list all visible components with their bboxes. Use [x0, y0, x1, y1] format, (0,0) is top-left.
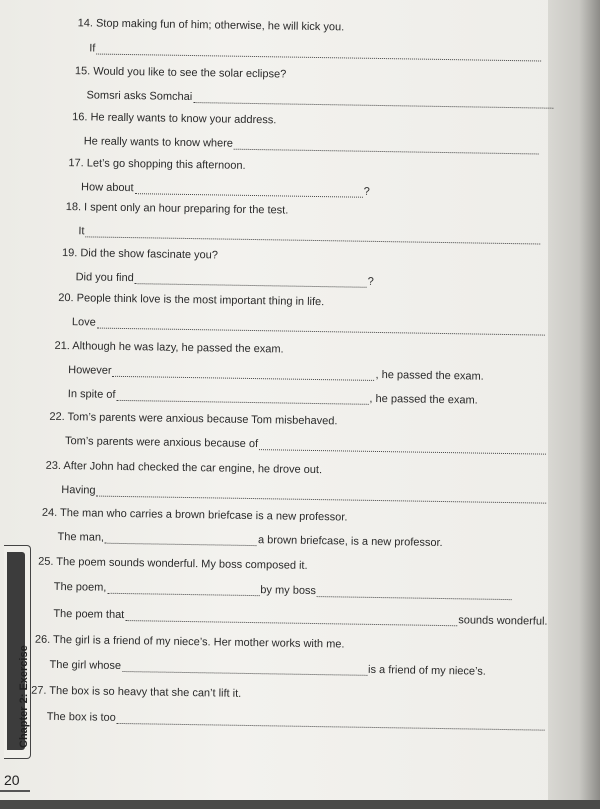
question-27: 27. The box is so heavy that she can’t lift it. [31, 684, 242, 700]
chapter-label: Chapter 2: Exercise [18, 645, 30, 748]
question-23: 23. After John had checked the car engine, he drove out. [45, 459, 323, 477]
answer-line-20[interactable]: Love [72, 316, 546, 335]
answer-line-25a[interactable]: The poem, by my boss [54, 581, 513, 600]
question-20: 20. People think love is the most important thing in life. [58, 291, 325, 309]
answer-line-27[interactable]: The box is too [47, 711, 546, 731]
answer-line-21a[interactable]: However , he passed the exam. [68, 364, 484, 383]
answer-line-25b[interactable]: The poem that sounds wonderful. [53, 607, 548, 628]
question-17: 17. Let’s go shopping this afternoon. [68, 157, 246, 172]
question-24: 24. The man who carries a brown briefcase is a new professor. [41, 506, 348, 524]
answer-line-19[interactable]: Did you find ? [75, 271, 374, 288]
answer-line-18[interactable]: It [78, 225, 541, 244]
answer-line-15[interactable]: Somsri asks Somchai [86, 89, 554, 108]
question-25: 25. The poem sounds wonderful. My boss composed it. [38, 555, 308, 572]
answer-line-23[interactable]: Having [61, 484, 547, 504]
question-16: 16. He really wants to know your address. [72, 111, 277, 127]
page-number: 20 [4, 772, 20, 788]
answer-line-22[interactable]: Tom’s parents were anxious because of [65, 435, 547, 455]
answer-line-24[interactable]: The man, a brown briefcase, is a new professor. [57, 530, 443, 550]
answer-line-14[interactable]: If [89, 42, 542, 61]
question-18: 18. I spent only an hour preparing for the test. [65, 201, 289, 217]
question-19: 19. Did the show fascinate you? [61, 247, 219, 262]
question-22: 22. Tom’s parents were anxious because Tom misbehaved. [49, 410, 338, 428]
answer-line-21b[interactable]: In spite of , he passed the exam. [67, 388, 478, 407]
question-26: 26. The girl is a friend of my niece’s. Her mother works with me. [34, 633, 345, 651]
answer-line-26[interactable]: The girl whose is a friend of my niece’s. [49, 658, 486, 678]
answer-line-17[interactable]: How about ? [80, 181, 370, 198]
page-number-rule [0, 790, 30, 792]
answer-line-16[interactable]: He really wants to know where [84, 135, 540, 154]
question-15: 15. Would you like to see the solar eclipse? [74, 65, 287, 81]
question-21: 21. Although he was lazy, he passed the exam. [54, 339, 284, 356]
question-14: 14. Stop making fun of him; otherwise, he will kick you. [77, 17, 345, 34]
